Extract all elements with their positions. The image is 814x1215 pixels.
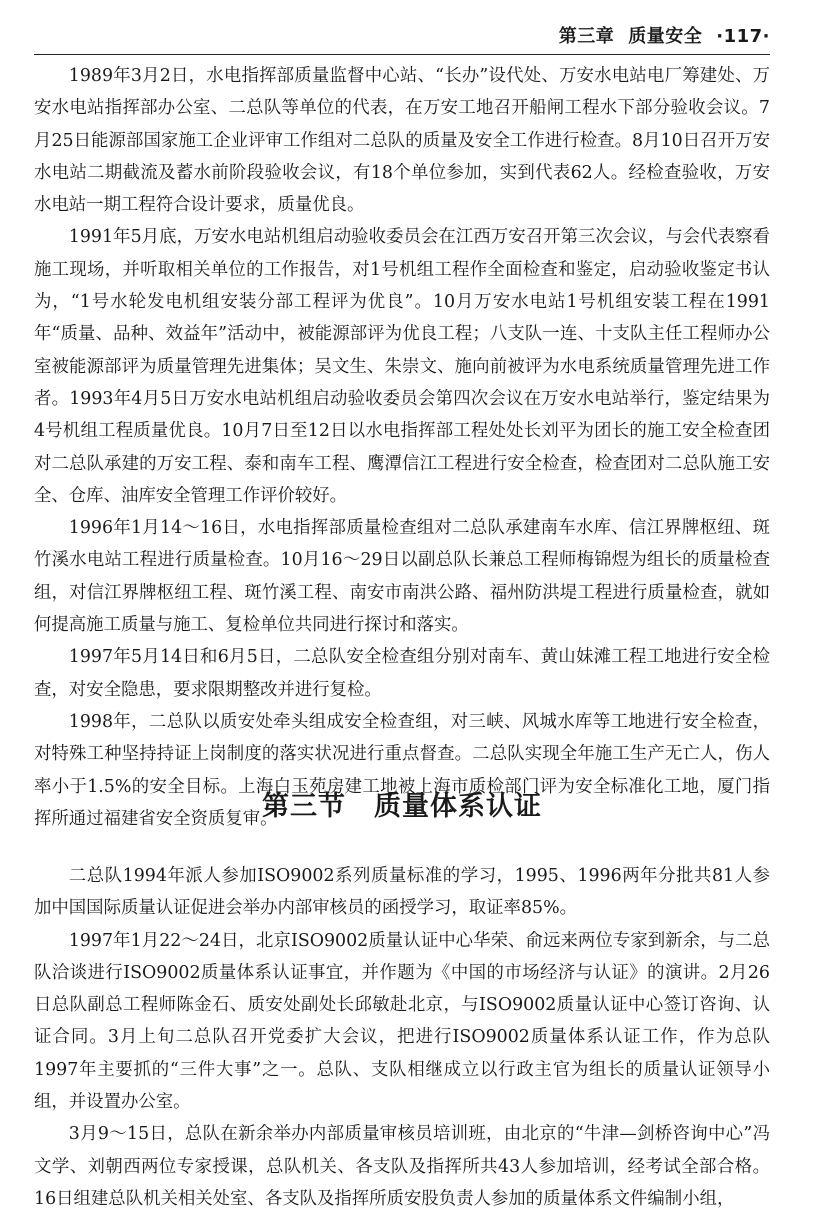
paragraph: 1998年，二总队以质安处牵头组成安全检查组，对三峡、风城水库等工地进行安全检查，对特殊工种坚持持证上岗制度的落实状况进行重点督查。二总队实现全年施工生产无亡人，伤人率小于1.5%的安全目标。上海白玉苑房建工地被上海市质检部门评为安全标准化工地，厦门指挥所通过福建省安全资质复审。	[34, 711, 770, 829]
chapter-label: 第三章	[558, 26, 615, 47]
chapter-title: 质量安全	[628, 26, 703, 47]
paragraph: 1997年1月22～24日，北京ISO9002质量认证中心华荣、俞远来两位专家到新余，与二总队洽谈进行ISO9002质量体系认证事宜，并作题为《中国的市场经济与认证》的演讲。2月26日总队副总工程师陈金石、质安处副处长邱敏赴北京，与ISO9002质量认证中心签订咨询、认证合同。3月上旬二总队召开党委扩大会议，把进行ISO9002质量体系认证工作，作为总队1997年主要抓的“三件大事”之一。总队、支队相继成立以行政主官为组长的质量认证领导小组，并设置办公室。	[34, 930, 770, 1113]
paragraph: 1991年5月底，万安水电站机组启动验收委员会在江西万安召开第三次会议，与会代表察看施工现场，并听取相关单位的工作报告，对1号机组工程作全面检查和鉴定，启动验收鉴定书认为，“1号水轮发电机组安装分部工程评为优良”。10月万安水电站1号机组安装工程在1991年“质量、品种、效益年”活动中，被能源部评为优良工程；八支队一连、十支队主任工程师办公室被能源部评为质量管理先进集体；吴文生、朱崇文、施向前被评为水电系统质量管理先进工作者。1993年4月5日万安水电站机组启动验收委员会第四次会议在万安水电站举行，鉴定结果为4号机组工程质量优良。10月7日至12日以水电指挥部工程处处长刘平为团长的施工安全检查团对二总队承建的万安工程、泰和南车工程、鹰潭信江工程进行安全检查，检查团对二总队施工安全、仓库、油库安全管理工作评价较好。	[34, 227, 770, 506]
section-title: 质量体系认证	[374, 791, 542, 822]
section-number: 第三节	[262, 791, 346, 822]
paragraph: 二总队1994年派人参加ISO9002系列质量标准的学习，1995、1996两年分批共81人参加中国国际质量认证促进会举办内部审核员的函授学习，取证率85%。	[34, 866, 770, 919]
section-body-1	[34, 60, 770, 835]
paragraph: 3月9～15日，总队在新余举办内部质量审核员培训班，由北京的“牛津—剑桥咨询中心”冯文学、刘朝西两位专家授课，总队机关、各支队及指挥所共43人参加培训，经考试全部合格。16日组建总队机关相关处室、各支队及指挥所质安股负责人参加的质量体系文件编制小组，	[34, 1124, 770, 1209]
page-header	[34, 14, 770, 55]
page-number: ·117·	[716, 26, 770, 47]
paragraph: 1997年5月14日和6月5日，二总队安全检查组分别对南车、黄山妹滩工程工地进行安全检查，对安全隐患，要求限期整改并进行复检。	[34, 647, 770, 700]
running-head	[559, 22, 770, 48]
section-body-2	[34, 860, 770, 1215]
section-heading	[34, 784, 770, 823]
paragraph: 1996年1月14～16日，水电指挥部质量检查组对二总队承建南车水库、信江界牌枢纽、斑竹溪水电站工程进行质量检查。10月16～29日以副总队长兼总工程师梅锦煜为组长的质量检查组，对信江界牌枢纽工程、斑竹溪工程、南安市南洪公路、福州防洪堤工程进行质量检查，就如何提高施工质量与施工、复检单位共同进行探讨和落实。	[34, 518, 770, 636]
paragraph: 1989年3月2日，水电指挥部质量监督中心站、“长办”设代处、万安水电站电厂筹建处、万安水电站指挥部办公室、二总队等单位的代表，在万安工地召开船闸工程水下部分验收会议。7月25日能源部国家施工企业评审工作组对二总队的质量及安全工作进行检查。8月10日召开万安水电站二期截流及蓄水前阶段验收会议，有18个单位参加，实到代表62人。经检查验收，万安水电站一期工程符合设计要求，质量优良。	[34, 66, 770, 216]
